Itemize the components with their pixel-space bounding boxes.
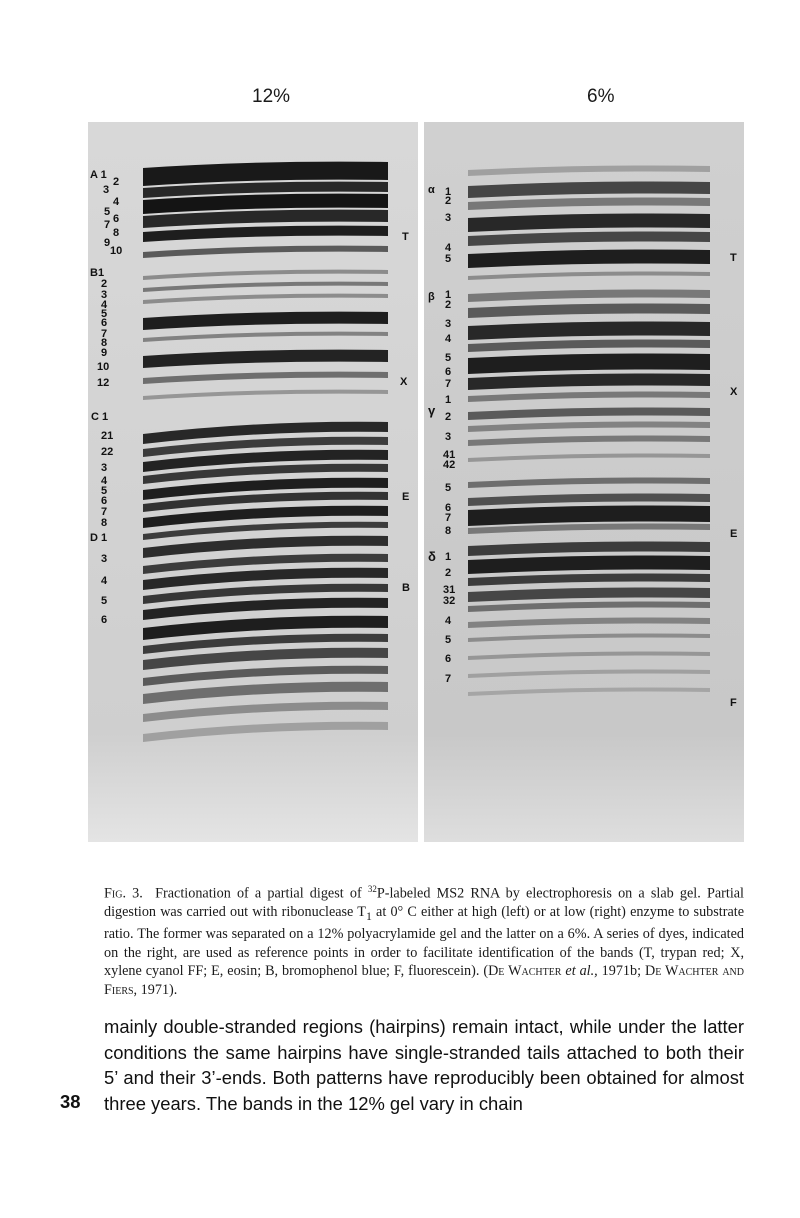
band-label: 1 — [445, 551, 452, 563]
band-label: 6 — [101, 495, 108, 507]
band-label: 7 — [101, 506, 108, 518]
band-label: 2 — [445, 567, 452, 579]
band-label: 4 — [445, 242, 452, 254]
band-label: 8 — [113, 227, 120, 239]
band-label: 22 — [101, 446, 114, 458]
band-label: 7 — [445, 378, 452, 390]
band-label: 3 — [445, 431, 452, 443]
group-label-beta: β — [428, 291, 435, 303]
band-label: 3 — [101, 553, 108, 565]
group-label-d: D 1 — [90, 532, 108, 544]
dye-label-x-left: X — [400, 376, 408, 388]
band-label: 7 — [104, 219, 111, 231]
group-label-gamma: γ — [428, 403, 436, 418]
band-label: 6 — [445, 366, 452, 378]
band-label: 1 — [445, 186, 452, 198]
band-label: 1 — [445, 394, 452, 406]
dye-label-x-right: X — [730, 386, 738, 398]
band-label: 5 — [445, 253, 452, 265]
band-label: 6 — [445, 502, 452, 514]
band-label: 2 — [445, 411, 452, 423]
page-number: 38 — [60, 1091, 81, 1112]
band-label: 7 — [445, 512, 452, 524]
band-label: 8 — [445, 525, 452, 537]
band-label: 4 — [101, 575, 108, 587]
band-label: 5 — [445, 634, 452, 646]
dye-label-f-right: F — [730, 697, 737, 709]
band-label: 5 — [101, 308, 108, 320]
band-label: 12 — [97, 377, 110, 389]
band-label: 32 — [443, 595, 456, 607]
band-label: 2 — [445, 195, 452, 207]
band-label: 10 — [110, 245, 123, 257]
group-label-c: C 1 — [91, 411, 109, 423]
band-label: 2 — [113, 176, 120, 188]
dye-label-e-left: E — [402, 491, 410, 503]
band-label: 10 — [97, 361, 110, 373]
band-label: 7 — [101, 328, 108, 340]
band-label: 3 — [101, 462, 108, 474]
band-label: 6 — [101, 317, 108, 329]
band-label: 6 — [113, 213, 120, 225]
band-label: 5 — [445, 352, 452, 364]
band-label: 4 — [445, 333, 452, 345]
dye-label-t-right: T — [730, 252, 737, 264]
band-label: 4 — [113, 196, 120, 208]
group-label-alpha: α — [428, 184, 435, 196]
figure-caption: Fig. 3. Fractionation of a partial digest of $^{32}$P-labeled MS2 RNA by electrophoresis on a slab gel. Partial digestion was carried out with ribonuclease $T_1$ at 0° C either at high (left) or at low (right) enzyme to substrate ratio. The former was separated on a 12% polyacrylamide gel and the latter on a 6%. A series of dyes, indicated on the right, are used as reference points in order to facilitate identification of the bands (T, trypan red; X, xylene cyanol FF; E, eosin; B, bromophenol blue; F, fluorescein). (De Wachter et al., 1971b; De Wachter and Fiers, 1971). — [104, 884, 744, 998]
band-label: 3 — [445, 212, 452, 224]
gel-figure — [88, 122, 744, 842]
band-label: 21 — [101, 430, 114, 442]
band-label: 5 — [445, 482, 452, 494]
band-label: 3 — [101, 289, 108, 301]
percent-label-right: 6% — [587, 86, 615, 107]
dye-label-b-left: B — [402, 582, 410, 594]
band-label: 4 — [445, 615, 452, 627]
band-label: 41 — [443, 449, 456, 461]
band-label: 3 — [445, 318, 452, 330]
band-label: 4 — [101, 475, 108, 487]
band-label: 8 — [101, 517, 108, 529]
group-label-b: B1 — [90, 267, 105, 279]
percent-label-left: 12% — [252, 86, 291, 107]
band-label: 42 — [443, 459, 456, 471]
body-paragraph: mainly double-stranded regions (hairpins) remain intact, while under the latter conditions the same hairpins have single-stranded tails attached to both their 5’ and their 3’-ends. Both patterns have reproducibly been obtained for almost three years. The bands in the 12% gel vary in chain — [104, 1016, 744, 1114]
band-label: 9 — [101, 347, 108, 359]
gel-photograph — [88, 122, 744, 842]
figure-label: Fig. 3. — [104, 885, 143, 902]
group-label-delta: δ — [428, 549, 436, 564]
band-label: 6 — [101, 614, 108, 626]
group-label-a: A 1 — [90, 169, 107, 181]
band-label: 1 — [445, 289, 452, 301]
band-label: 9 — [104, 237, 111, 249]
band-label: 3 — [103, 184, 110, 196]
dye-label-t-left: T — [402, 231, 409, 243]
band-label: 31 — [443, 584, 456, 596]
band-label: 5 — [101, 595, 108, 607]
band-label: 7 — [445, 673, 452, 685]
band-label: 2 — [445, 299, 452, 311]
dye-label-e-right: E — [730, 528, 738, 540]
band-label: 6 — [445, 653, 452, 665]
band-label: 2 — [101, 278, 108, 290]
band-label: 5 — [101, 485, 108, 497]
band-label: 4 — [101, 299, 108, 311]
band-label: 5 — [104, 206, 111, 218]
band-label: 8 — [101, 337, 108, 349]
